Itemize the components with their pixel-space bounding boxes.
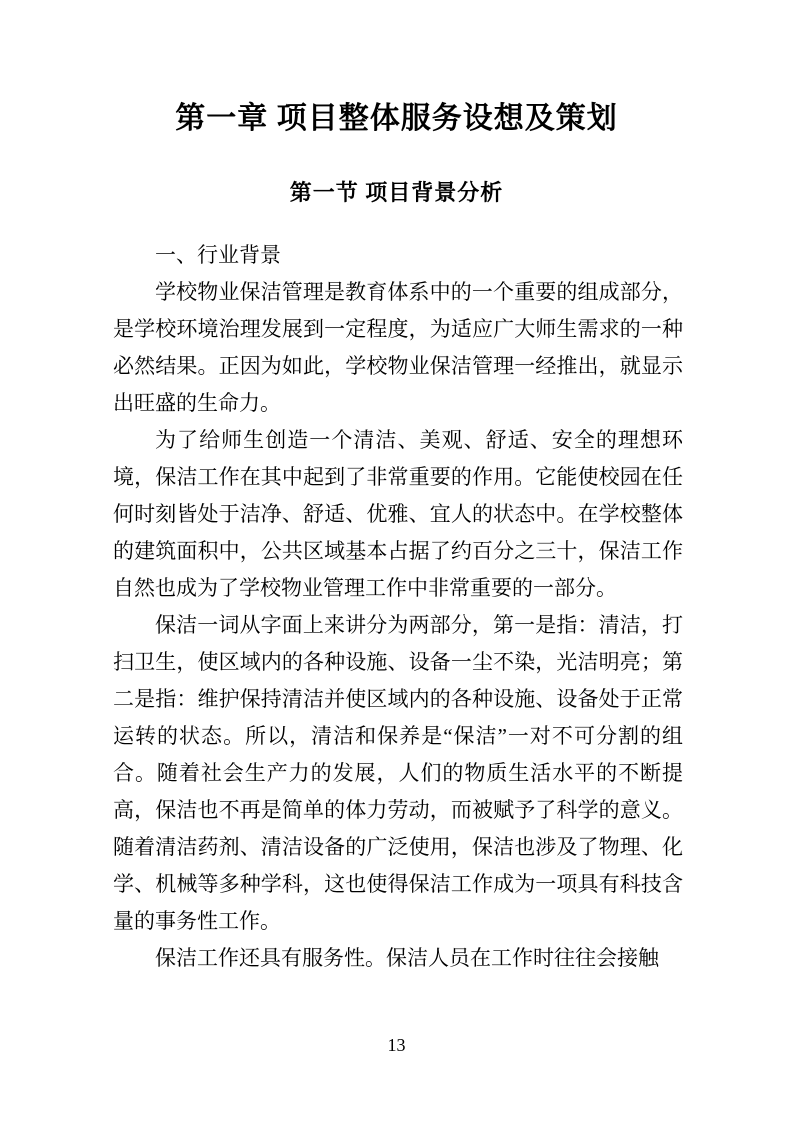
- page-number: 13: [387, 1035, 406, 1055]
- paragraph: 为了给师生创造一个清洁、美观、舒适、安全的理想环境，保洁工作在其中起到了非常重要的作用。它能使校园在任何时刻皆处于洁净、舒适、优雅、宜人的状态中。在学校整体的建筑面积中，公共区域基本占据了约百分之三十，保洁工作自然也成为了学校物业管理工作中非常重要的一部分。: [113, 428, 683, 600]
- body-text: [113, 237, 683, 977]
- paragraph: 学校物业保洁管理是教育体系中的一个重要的组成部分，是学校环境治理发展到一定程度，为适应广大师生需求的一种必然结果。正因为如此，学校物业保洁管理一经推出，就显示出旺盛的生命力。: [113, 280, 683, 415]
- paragraph: 保洁一词从字面上来讲分为两部分，第一是指：清洁，打扫卫生，使区域内的各种设施、设备一尘不染，光洁明亮；第二是指：维护保持清洁并使区域内的各种设施、设备处于正常运转的状态。所以，清洁和保养是“保洁”一对不可分割的组合。随着社会生产力的发展，人们的物质生活水平的不断提高，保洁也不再是简单的体力劳动，而被赋予了科学的意义。随着清洁药剂、清洁设备的广泛使用，保洁也涉及了物理、化学、机械等多种学科，这也使得保洁工作成为一项具有科技含量的事务性工作。: [113, 613, 683, 933]
- paragraph: 保洁工作还具有服务性。保洁人员在工作时往往会接触: [155, 946, 659, 970]
- section-title: 第一节 项目背景分析: [289, 180, 504, 205]
- chapter-title: 第一章 项目整体服务设想及策划: [175, 102, 618, 135]
- section-heading: 一、行业背景: [155, 243, 281, 267]
